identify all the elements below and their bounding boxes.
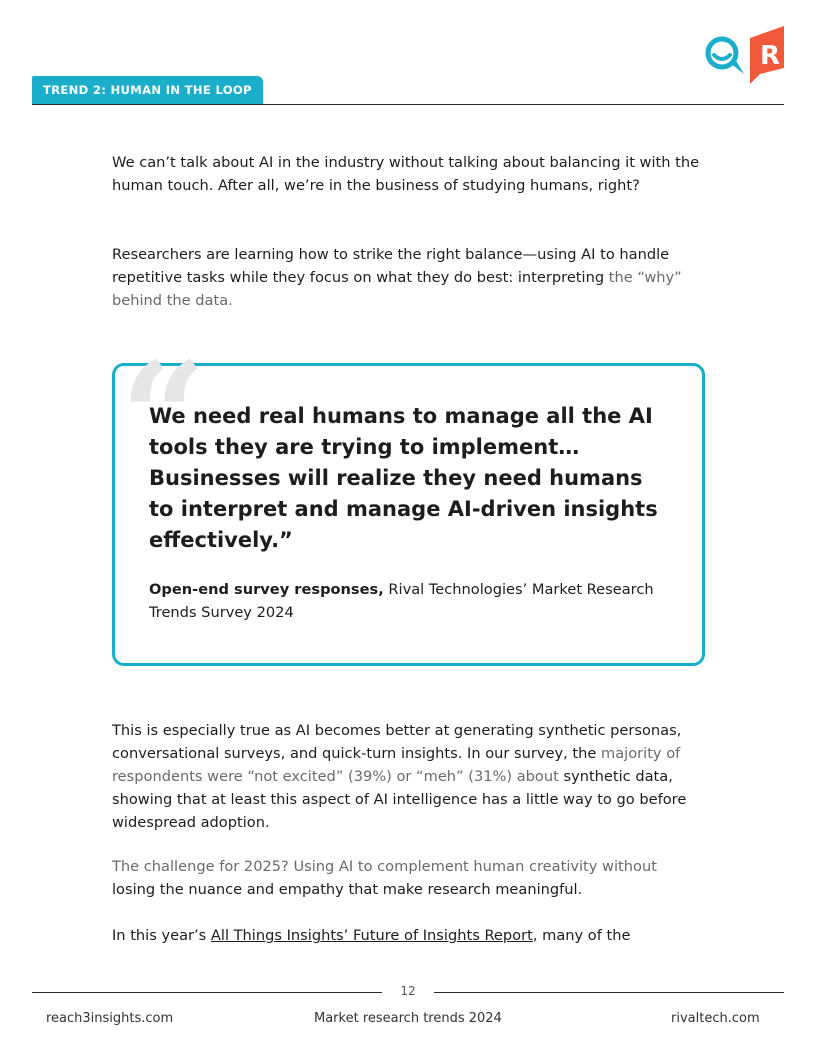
paragraph-synthetic-lead: This is especially true as AI becomes better at generating synthetic personas, conversational surveys, and quick-turn insights. In our survey, the (112, 722, 682, 762)
footer-report-title: Market research trends 2024 (314, 1011, 502, 1026)
svg-text:“: “ (120, 352, 207, 448)
r-flag-logo-icon (750, 26, 784, 84)
paragraph-synthetic (112, 719, 704, 834)
pull-quote-source-detail: Rival Technologies’ Market Research Trends Survey 2024 (149, 581, 654, 621)
future-of-insights-link[interactable]: All Things Insights’ Future of Insights Report (210, 927, 533, 944)
paragraph-intro: We can’t talk about AI in the industry without talking about balancing it with the human touch. After all, we’re in the business of studying humans, right? (112, 154, 700, 194)
paragraph-balance (112, 243, 704, 312)
paragraph-challenge-tail: losing the nuance and empathy that make research meaningful. (112, 881, 583, 898)
paragraph-report-suffix: , many of the (532, 927, 631, 944)
footer-website-left[interactable]: reach3insights.com (46, 1011, 174, 1026)
svg-text:R: R (760, 41, 781, 71)
paragraph-balance-main: Researchers are learning how to strike the right balance—using AI to handle repetitive tasks while they focus on what they do best: interpreting (112, 246, 670, 286)
header-divider (32, 104, 784, 105)
pull-quote-source-label: Open-end survey responses, (149, 581, 384, 598)
brand-logos (702, 24, 786, 88)
pull-quote-source (149, 578, 669, 624)
paragraph-balance-tail: the “why” behind the data. (112, 269, 682, 309)
footer-rule-left (32, 992, 382, 993)
paragraph-synthetic-tail: synthetic data, showing that at least this aspect of AI intelligence has a little way to go before widespread adoption. (112, 768, 687, 831)
footer-website-right[interactable]: rivaltech.com (671, 1011, 760, 1026)
chat-bubble-logo-icon (708, 39, 744, 74)
pull-quote-text: We need real humans to manage all the AI tools they are trying to implement… Businesses will realize they need humans to interpret and manage AI-driven insights effectively.” (149, 404, 658, 552)
paragraph-challenge (112, 855, 704, 901)
footer-rule-right (434, 992, 784, 993)
paragraph-report (112, 924, 704, 947)
paragraph-synthetic-stat: majority of respondents were “not excited” (39%) or “meh” (31%) about (112, 745, 681, 785)
paragraph-challenge-lead: The challenge for 2025? Using AI to complement human creativity without (112, 858, 657, 875)
paragraph-report-prefix: In this year’s (112, 927, 211, 944)
page-number: 12 (400, 984, 416, 998)
section-tag: TREND 2: HUMAN IN THE LOOP (32, 76, 263, 104)
